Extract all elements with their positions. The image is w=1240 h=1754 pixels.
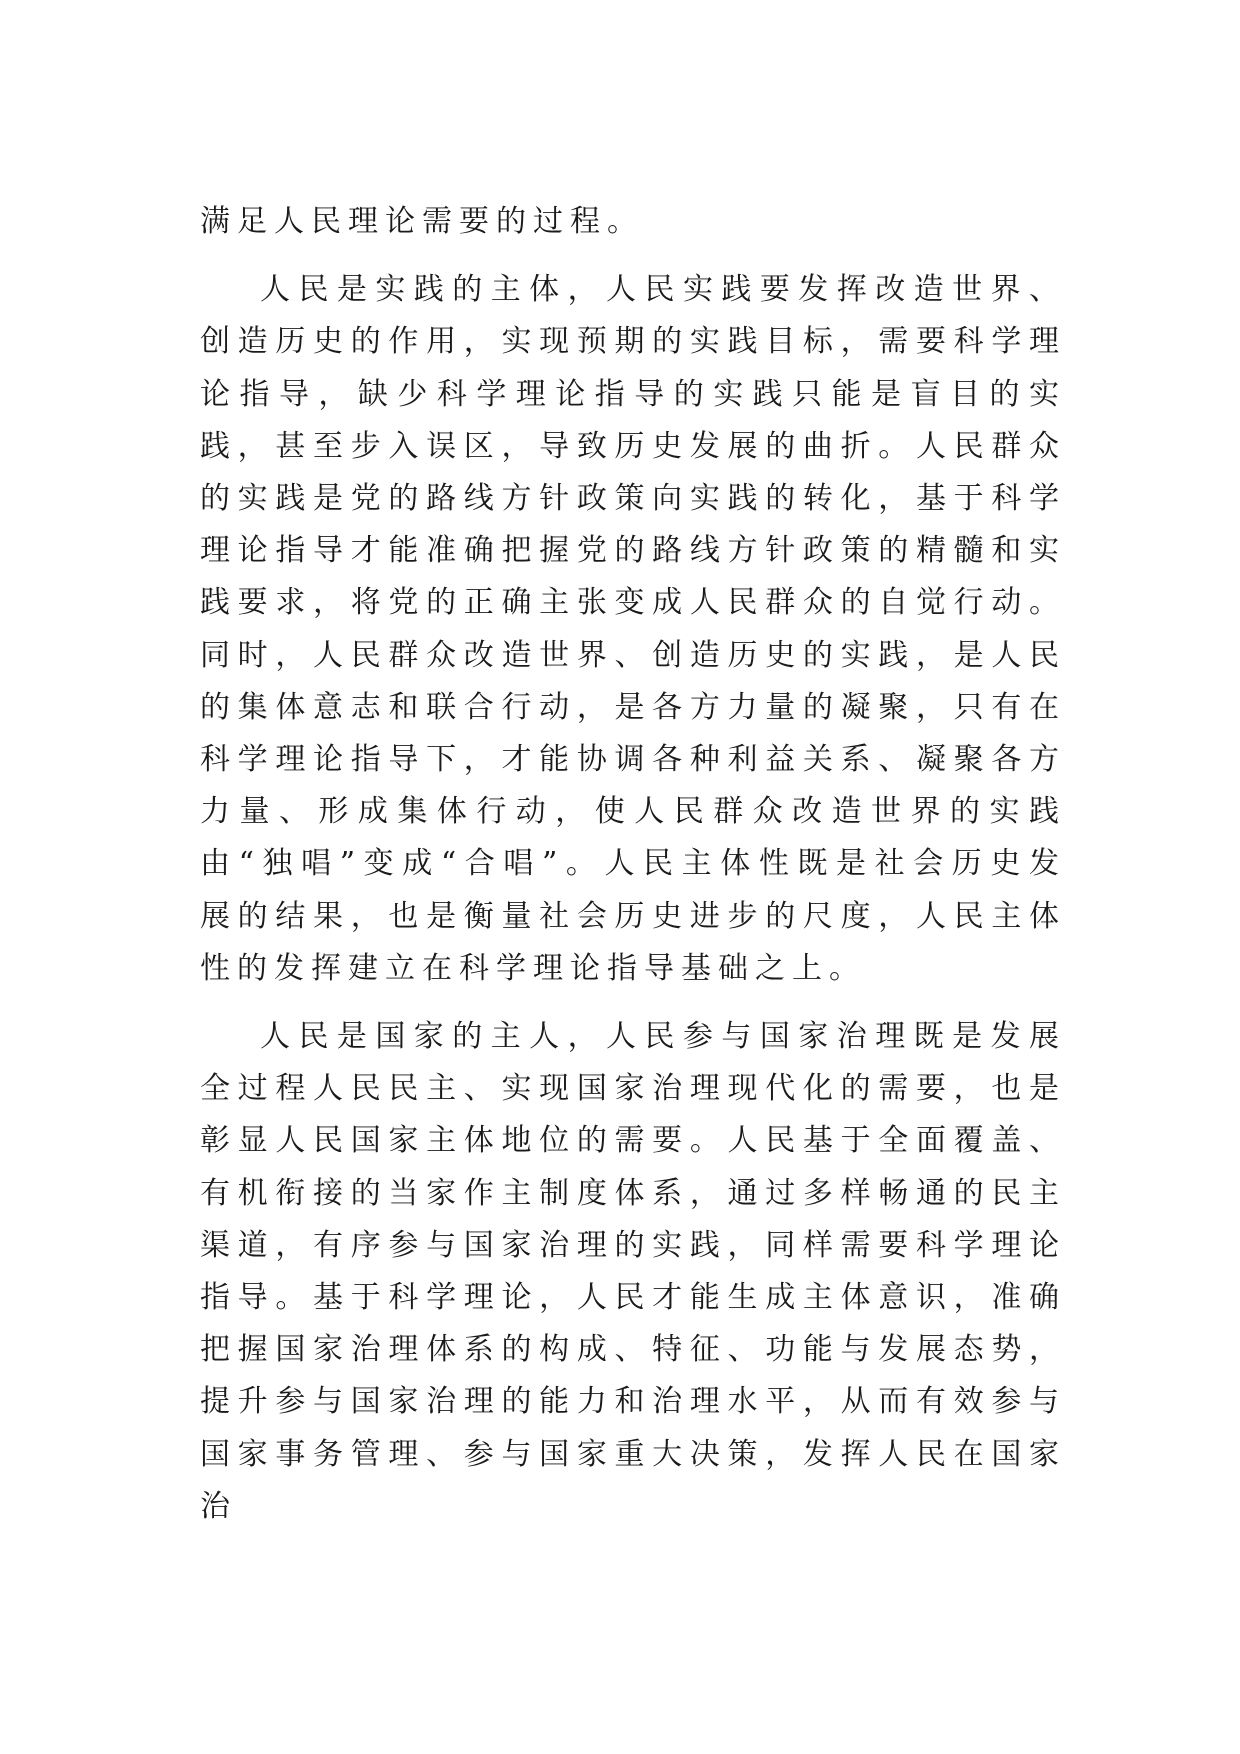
body-text [200, 196, 1066, 1533]
paragraph-continuation: 满足人民理论需要的过程。 [200, 204, 644, 239]
paragraph-practice-subject: 人民是实践的主体，人民实践要发挥改造世界、创造历史的作用，实现预期的实践目标，需要科学理论指导，缺少科学理论指导的实践只能是盲目的实践，甚至步入误区，导致历史发展的曲折。人民群众的实践是党的路线方针政策向实践的转化，基于科学理论指导才能准确把握党的路线方针政策的精髓和实践要求，将党的正确主张变成人民群众的自觉行动。同时，人民群众改造世界、创造历史的实践，是人民的集体意志和联合行动，是各方力量的凝聚，只有在科学理论指导下，才能协调各种利益关系、凝聚各方力量、形成集体行动，使人民群众改造世界的实践由“独唱”变成“合唱”。人民主体性既是社会历史发展的结果，也是衡量社会历史进步的尺度，人民主体性的发挥建立在科学理论指导基础之上。 [200, 272, 1066, 986]
paragraph-state-governance: 人民是国家的主人，人民参与国家治理既是发展全过程人民民主、实现国家治理现代化的需要，也是彰显人民国家主体地位的需要。人民基于全面覆盖、有机衔接的当家作主制度体系，通过多样畅通的民主渠道，有序参与国家治理的实践，同样需要科学理论指导。基于科学理论，人民才能生成主体意识，准确把握国家治理体系的构成、特征、功能与发展态势，提升参与国家治理的能力和治理水平，从而有效参与国家事务管理、参与国家重大决策，发挥人民在国家治 [200, 1019, 1066, 1524]
